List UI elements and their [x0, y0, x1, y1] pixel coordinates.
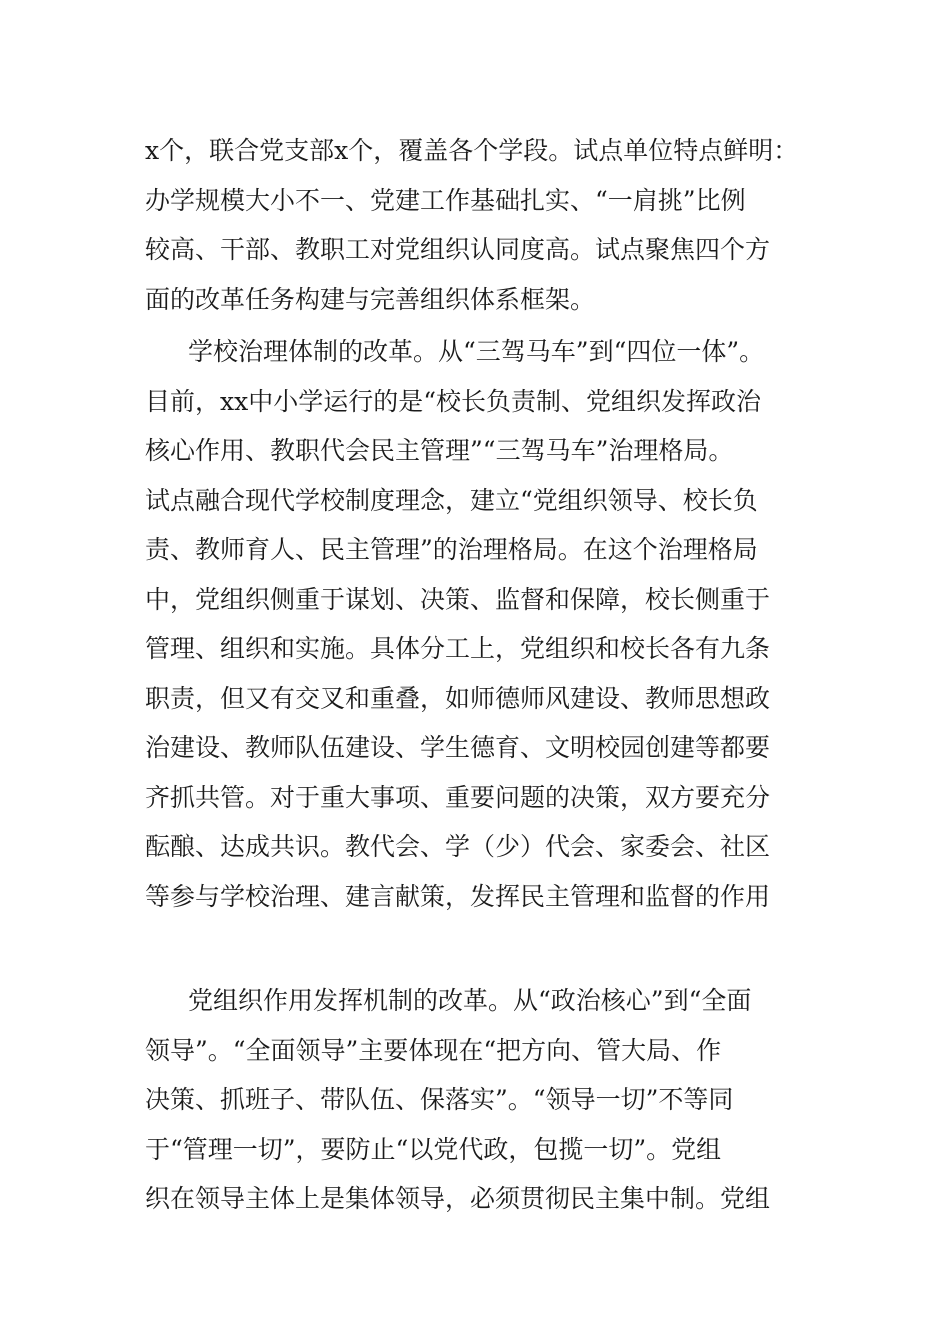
text-line: 核心作用、教职代会民主管理”“三驾马车”治理格局。 — [145, 436, 734, 465]
text-line: x个，联合党支部x个，覆盖各个学段。试点单位特点鲜明： — [145, 136, 799, 165]
text-line: 于“管理一切”，要防止“以党代政，包揽一切”。党组 — [145, 1134, 722, 1164]
text-line: 管理、组织和实施。具体分工上，党组织和校长各有九条 — [145, 634, 771, 663]
text-line: 齐抓共管。对于重大事项、重要问题的决策，双方要充分 — [145, 782, 771, 812]
text-line: 试点融合现代学校制度理念，建立“党组织领导、校长负 — [145, 485, 758, 515]
text-line: 责、教师育人、民主管理”的治理格局。在这个治理格局 — [145, 535, 758, 564]
text-line: 较高、干部、教职工对党组织认同度高。试点聚焦四个方 — [145, 235, 771, 264]
text-line: 治建设、教师队伍建设、学生德育、文明校园创建等都要 — [145, 733, 771, 762]
text-line: 酝酿、达成共识。教代会、学（少）代会、家委会、社区 — [145, 832, 771, 861]
text-line: 办学规模大小不一、党建工作基础扎实、“一肩挑”比例 — [145, 185, 746, 215]
text-line: 领导”。“全面领导”主要体现在“把方向、管大局、作 — [145, 1035, 722, 1065]
text-line: 等参与学校治理、建言献策，发挥民主管理和监督的作用 — [145, 881, 771, 911]
text-line: 党组织作用发挥机制的改革。从“政治核心”到“全面 — [188, 986, 752, 1015]
text-line: 织在领导主体上是集体领导，必须贯彻民主集中制。党组 — [145, 1184, 771, 1213]
text-line: 决策、抓班子、带队伍、保落实”。“领导一切”不等同 — [145, 1085, 734, 1114]
text-line: 学校治理体制的改革。从“三驾马车”到“四位一体”。 — [188, 337, 765, 366]
paragraph-1 — [145, 126, 810, 324]
paragraph-2 — [145, 327, 810, 921]
text-line: 目前，xx中小学运行的是“校长负责制、党组织发挥政治 — [145, 386, 761, 416]
paragraph-3 — [145, 976, 810, 1224]
text-line: 职责，但又有交叉和重叠，如师德师风建设、教师思想政 — [145, 683, 771, 713]
text-line: 面的改革任务构建与完善组织体系框架。 — [145, 284, 596, 314]
text-line: 中，党组织侧重于谋划、决策、监督和保障，校长侧重于 — [145, 584, 771, 614]
